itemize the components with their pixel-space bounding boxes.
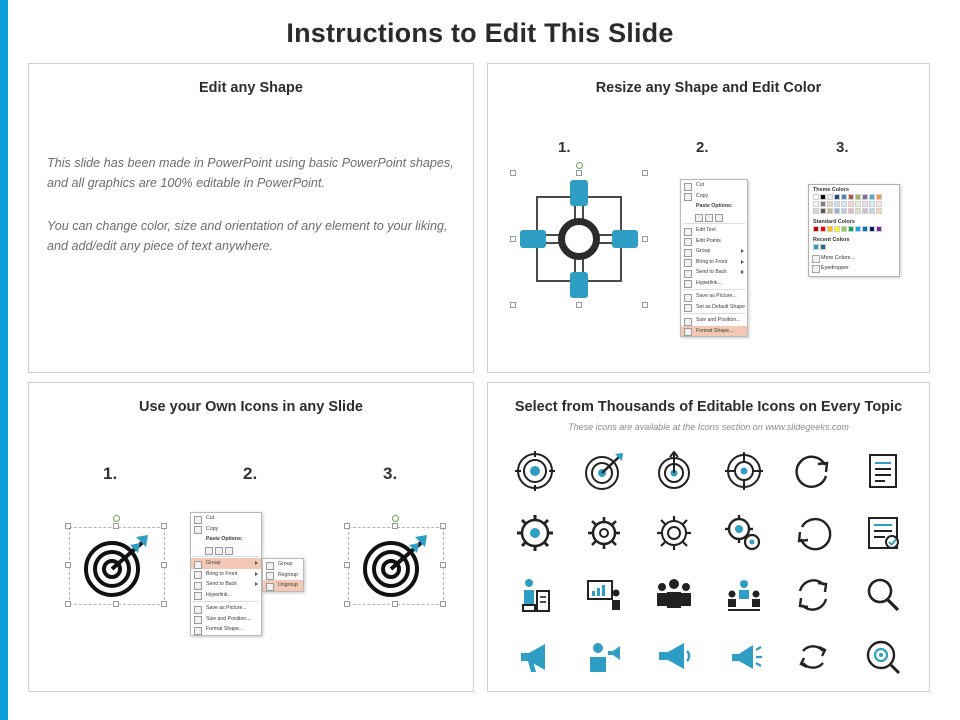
color-swatch[interactable] [848,208,854,214]
icon-context-menu[interactable] [190,512,262,636]
resize-step-number-2: 2. [696,139,709,156]
context-menu-item[interactable] [191,590,261,601]
panel-title-edit-shape: Edit any Shape [199,80,303,96]
color-swatch[interactable] [876,208,882,214]
resize-handle-nw[interactable] [65,523,71,529]
paste-keep-format-icon [705,214,713,222]
context-menu-label: Format Shape... [206,626,244,632]
shape-tab-left [520,230,546,248]
shape-center-ring [558,218,600,260]
megaphone-alt-icon[interactable] [721,634,767,680]
context-menu-label: Format Shape... [696,327,734,334]
theme-color-row[interactable] [809,194,899,200]
panel-title-resize-shape: Resize any Shape and Edit Color [595,80,822,96]
context-menu-label: Hyperlink... [696,279,722,286]
color-swatch[interactable] [820,201,826,207]
resize-step-number-1: 1. [558,139,571,156]
dartboard-graphic [357,533,435,599]
context-menu-item[interactable] [681,278,747,289]
color-swatch[interactable] [841,201,847,207]
color-swatch[interactable] [855,201,861,207]
resize-handle-sw[interactable] [344,601,350,607]
color-swatch[interactable] [848,226,854,232]
resize-handle-s[interactable] [113,601,119,607]
crosshair-icon[interactable] [721,448,767,494]
target-arrow-icon[interactable] [651,448,697,494]
context-menu-label: Send to Back [696,269,727,275]
bring-to-front-icon [194,571,202,579]
color-swatch[interactable] [820,244,826,250]
sync-arrows-icon[interactable] [790,572,836,618]
eyedropper-icon [812,265,820,273]
rotate-handle[interactable] [576,162,583,169]
color-swatch[interactable] [827,226,833,232]
color-swatch[interactable] [841,194,847,200]
color-swatch[interactable] [855,226,861,232]
paste-icon [695,214,703,222]
chevron-right-icon [741,260,744,264]
context-menu-item[interactable] [191,524,261,535]
gear-small-icon[interactable] [581,510,627,556]
target-search-icon[interactable] [860,634,906,680]
paste-picture-icon [715,214,723,222]
context-menu-label: Cut [206,515,215,521]
context-menu-item[interactable] [191,579,261,590]
resize-handle-n[interactable] [113,523,119,529]
context-menu-item[interactable] [681,257,747,268]
icons-step-number-3: 3. [383,464,398,483]
resize-handle-nw[interactable] [510,170,516,176]
resize-handle-n[interactable] [392,523,398,529]
color-swatch[interactable] [834,201,840,207]
submenu-label: Regroup [278,571,298,578]
dartboard-graphic [78,533,156,599]
gear-icon[interactable] [512,510,558,556]
size-position-icon [684,318,692,326]
context-menu-item[interactable] [681,180,747,191]
resize-handle-e[interactable] [440,562,446,568]
chevron-right-icon [255,561,258,565]
more-colors-item[interactable] [809,253,899,263]
people-group-icon[interactable] [651,572,697,618]
chevron-right-icon [255,572,258,576]
accent-bar [0,0,8,720]
context-menu-item[interactable] [681,267,747,278]
color-swatch[interactable] [841,208,847,214]
context-menu-label: Group [206,560,221,566]
resize-handle-nw[interactable] [344,523,350,529]
context-menu-item[interactable] [681,291,747,302]
regroup-icon [266,572,274,580]
menu-divider [193,601,259,602]
edit-text-icon [684,228,692,236]
theme-color-row[interactable] [809,201,899,207]
send-to-back-icon [684,270,692,278]
refresh-arrow-icon[interactable] [790,510,836,556]
icons-step-number-1: 1. [103,464,118,483]
refresh-clockwise-icon[interactable] [790,448,836,494]
shape-context-menu[interactable] [680,179,748,337]
megaphone-icon[interactable] [512,634,558,680]
color-swatch[interactable] [813,194,819,200]
color-picker-dropdown[interactable] [808,184,900,277]
chevron-right-icon [741,270,744,274]
standard-colors-label: Standard Colors [813,219,855,225]
group-icon [194,561,202,569]
submenu-item-group[interactable] [263,559,303,570]
ungroup-icon [266,583,274,591]
size-position-icon [194,616,202,624]
edit-shape-paragraph-1: This slide has been made in PowerPoint using basic PowerPoint shapes, and all graphics are 100% editable in PowerPoint. [47,156,454,190]
resize-handle-w[interactable] [344,562,350,568]
color-swatch[interactable] [869,226,875,232]
bring-to-front-icon [684,259,692,267]
panel-title-icon-library: Select from Thousands of Editable Icons on Every Topic [514,399,903,415]
context-menu-item[interactable] [681,302,747,313]
color-swatch[interactable] [876,226,882,232]
context-menu-item-group[interactable] [191,558,261,569]
resize-handle-e[interactable] [642,236,648,242]
color-swatch[interactable] [848,194,854,200]
presentation-person-icon[interactable] [581,572,627,618]
color-swatch[interactable] [862,201,868,207]
gear-outline-icon[interactable] [651,510,697,556]
context-menu-label: Save as Picture... [696,293,737,299]
save-picture-icon [684,294,692,302]
person-speaking-icon[interactable] [581,634,627,680]
hyperlink-icon [684,280,692,288]
context-menu-item[interactable] [681,246,747,257]
color-swatch[interactable] [813,201,819,207]
resize-handle-n[interactable] [576,170,582,176]
dartboard-icon-selected[interactable] [69,527,165,605]
group-icon [684,249,692,257]
paste-options-row[interactable] [681,212,747,223]
context-menu-label: Paste Options: [696,203,733,209]
send-to-back-icon [194,582,202,590]
color-swatch[interactable] [834,194,840,200]
context-menu-label: Cut [696,182,705,188]
document-lines-icon[interactable] [860,448,906,494]
context-menu-label: Hyperlink... [206,591,232,598]
checklist-icon[interactable] [860,510,906,556]
bullhorn-icon[interactable] [651,634,697,680]
color-swatch[interactable] [876,201,882,207]
palette-icon [812,255,820,263]
color-swatch[interactable] [827,194,833,200]
menu-divider [683,289,745,290]
context-menu-label: Edit Points [696,237,721,244]
context-menu-label: Size and Position... [696,317,741,323]
context-menu-item[interactable] [681,201,747,212]
shape-tab-top [570,180,588,206]
magnifier-icon[interactable] [860,572,906,618]
color-swatch[interactable] [855,194,861,200]
resize-handle-ne[interactable] [440,523,446,529]
color-swatch[interactable] [813,244,819,250]
default-shape-icon [684,304,692,312]
color-swatch[interactable] [862,226,868,232]
color-swatch[interactable] [862,194,868,200]
context-menu-label: Copy [696,192,709,199]
dartboard-icon-ungrouped[interactable] [348,527,444,605]
resize-handle-w[interactable] [65,562,71,568]
cut-icon [684,183,692,191]
recycle-arrows-icon[interactable] [790,634,836,680]
resize-handle-sw[interactable] [65,601,71,607]
context-menu-item[interactable] [681,315,747,326]
color-swatch[interactable] [848,201,854,207]
menu-divider [683,313,745,314]
context-menu-item-format-shape[interactable] [681,326,747,337]
context-menu-item[interactable] [191,624,261,635]
paste-picture-icon [225,547,233,555]
resize-handle-s[interactable] [576,302,582,308]
context-menu-label: Copy [206,525,219,532]
color-swatch[interactable] [841,226,847,232]
shape-tab-bottom [570,272,588,298]
context-menu-label: Send to Back [206,581,237,587]
color-swatch[interactable] [813,208,819,214]
edit-shape-paragraph-2: You can change color, size and orientation of any element to your liking, and add/edit any piece of text anywhere. [47,219,448,253]
submenu-item-regroup[interactable] [263,570,303,581]
team-meeting-icon[interactable] [721,572,767,618]
color-swatch[interactable] [869,208,875,214]
icons-step-number-2: 2. [243,464,258,483]
copy-icon [194,526,202,534]
context-menu-label: Set as Default Shape [696,303,746,310]
paste-options-row[interactable] [191,545,261,556]
context-menu-item[interactable] [191,614,261,625]
color-swatch[interactable] [834,208,840,214]
resize-handle-sw[interactable] [510,302,516,308]
context-menu-item[interactable] [191,603,261,614]
context-menu-item[interactable] [191,569,261,580]
recent-color-row[interactable] [809,244,899,250]
context-menu-label: Edit Text [696,227,716,233]
resize-handle-ne[interactable] [642,170,648,176]
context-menu-item[interactable] [681,225,747,236]
person-podium-icon[interactable] [512,572,558,618]
eyedropper-label: Eyedropper [821,265,849,271]
eyedropper-item[interactable] [809,263,899,273]
hyperlink-icon [194,592,202,600]
panel-title-own-icons: Use your Own Icons in any Slide [139,399,363,415]
shape-tab-right [612,230,638,248]
paste-icon [205,547,213,555]
color-swatch[interactable] [876,194,882,200]
target-dart-icon[interactable] [581,448,627,494]
submenu-item-ungroup[interactable] [263,580,303,591]
standard-color-row[interactable] [809,226,899,232]
resize-handle-ne[interactable] [161,523,167,529]
color-swatch[interactable] [820,194,826,200]
panel-resize-shape [487,63,930,373]
color-swatch[interactable] [813,226,819,232]
submenu-label: Ungroup [278,582,298,588]
editable-shape-preview[interactable] [514,174,644,304]
rotate-handle[interactable] [113,515,120,522]
color-swatch[interactable] [869,201,875,207]
chevron-right-icon [255,582,258,586]
resize-handle-w[interactable] [510,236,516,242]
recent-colors-label: Recent Colors [813,237,850,243]
icon-library-grid [500,440,918,688]
color-swatch[interactable] [834,226,840,232]
context-menu-label: Bring to Front [206,570,238,577]
chevron-right-icon [741,249,744,253]
format-shape-icon [684,328,692,336]
resize-handle-e[interactable] [161,562,167,568]
edit-points-icon [684,238,692,246]
cut-icon [194,516,202,524]
gears-pair-icon[interactable] [721,510,767,556]
color-swatch[interactable] [827,208,833,214]
resize-handle-se[interactable] [642,302,648,308]
context-menu-item[interactable] [191,534,261,545]
panel-edit-shape [28,63,474,373]
context-menu-label: Size and Position... [206,615,251,622]
context-menu-label: Group [696,248,711,254]
menu-divider [683,223,745,224]
theme-color-row[interactable] [809,208,899,214]
submenu-label: Group [278,561,293,567]
context-menu-label: Paste Options: [206,536,243,542]
copy-icon [684,193,692,201]
resize-handle-se[interactable] [440,601,446,607]
more-colors-label: More Colors... [821,255,855,261]
color-swatch[interactable] [820,226,826,232]
save-picture-icon [194,606,202,614]
theme-colors-label: Theme Colors [813,187,849,193]
target-circles-icon[interactable] [512,448,558,494]
resize-handle-s[interactable] [392,601,398,607]
resize-handle-se[interactable] [161,601,167,607]
color-swatch[interactable] [862,208,868,214]
color-swatch[interactable] [827,201,833,207]
color-swatch[interactable] [855,208,861,214]
color-swatch[interactable] [869,194,875,200]
context-menu-item[interactable] [681,236,747,247]
icon-library-subtitle: These icons are available at the Icons section on www.slidegeeks.com [568,422,849,432]
context-menu-label: Save as Picture... [206,605,247,611]
page-title: Instructions to Edit This Slide [286,18,674,48]
rotate-handle[interactable] [392,515,399,522]
context-menu-label: Bring to Front [696,258,728,265]
resize-step-number-3: 3. [836,139,849,156]
context-menu-item[interactable] [681,191,747,202]
color-swatch[interactable] [820,208,826,214]
group-icon [266,562,274,570]
paste-keep-format-icon [215,547,223,555]
context-menu-item[interactable] [191,513,261,524]
menu-divider [193,556,259,557]
format-shape-icon [194,627,202,635]
group-submenu[interactable] [262,558,304,592]
